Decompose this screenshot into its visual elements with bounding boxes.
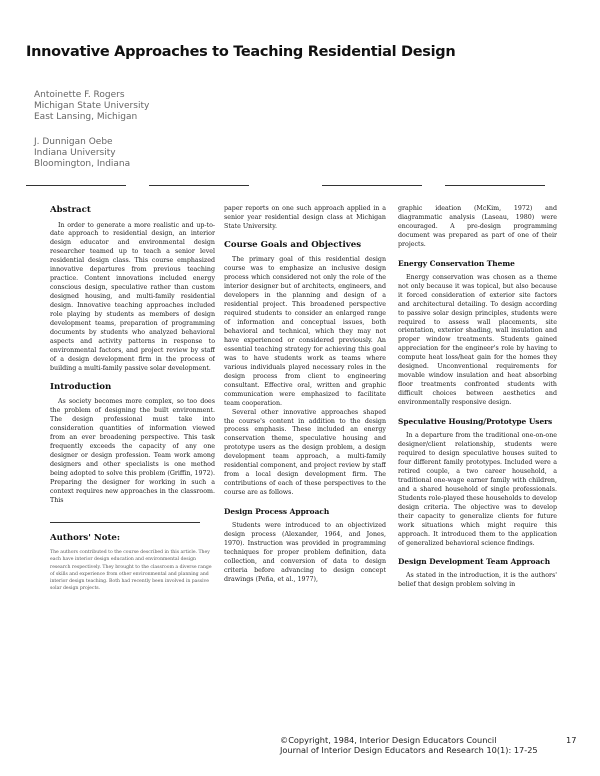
author-2-affiliation: Indiana University [34, 148, 116, 158]
col3-continued-text: graphic ideation (McKim, 1972) and diagrammatic analysis (Laseau, 1980) were encouraged. A pre-design programming document was prepared as part of one of their projects. [398, 205, 557, 248]
author-1-name: Antoinette F. Rogers [34, 90, 125, 100]
authors-note-rule [50, 522, 200, 523]
author-2-location: Bloomington, Indiana [34, 159, 131, 169]
article-title: Innovative Approaches to Teaching Residential Design [26, 44, 456, 60]
speculative-housing-paragraph: In a departure from the traditional one-on-one designer/client relationship, students were required to design speculative houses suited to four different family prototypes. Included were a retired couple, a two career household, a traditional one-wage earner family with children, and a shared household of single professionals. Students role-played these households to develop design criteria. The objective was to develop their capacity to generalize clients for future work situations which might require this approach. It introduced them to the application of generalized behavioral science findings. [398, 432, 557, 547]
header-rule-3 [322, 185, 422, 186]
course-goals-paragraph-1: The primary goal of this residential design course was to emphasize an inclusive design process which considered not only the role of the interior designer but of architects, engineers, and developers in the planning and design of a residential project. This broadened perspective required students to consider an enlarged range of information and conceptual issues, both behavioral and technical, which they may not have experienced or considered previously. An essential teaching strategy for achieving this goal was to have students work as teams where various individuals played necessary roles in the design process from client to engineering consultant. Effective oral, written and graphic communication were emphasized to facilitate team cooperation. [224, 256, 386, 407]
energy-conservation-heading: Energy Conservation Theme [398, 258, 515, 268]
journal-citation: Journal of Interior Design Educators and Research 10(1): 17-25 [280, 745, 538, 755]
introduction-heading: Introduction [50, 381, 112, 392]
speculative-housing-heading: Speculative Housing/Prototype Users [398, 417, 553, 427]
design-process-paragraph: Students were introduced to an objectivized design process (Alexander, 1964, and Jones, 1970). Instruction was provided in programming techniques for proper problem definition, data collection, and conversion of data to design criteria before advancing to design concept drawings (Peña, et al., 1977), [224, 522, 386, 583]
column-1 [50, 205, 215, 745]
author-1-location: East Lansing, Michigan [34, 112, 138, 122]
author-1-block [34, 90, 149, 123]
column-2 [224, 205, 386, 725]
authors-note-text: The authors contributed to the course described in this article. They each have interior design education and environmental design research respectively. They brought to the classroom a diverse range of skills and experience from other environmental and planning and interior design teaching. Both had recently been involved in passive solar design projects. [50, 550, 212, 592]
copyright-line: ©Copyright, 1984, Interior Design Educators Council [280, 735, 497, 745]
energy-conservation-paragraph: Energy conservation was chosen as a theme not only because it was topical, but also because it forced consideration of exterior site factors and architectural detailing. To design according to passive solar design principles, students were required to assess wall placements, site orientation, exterior shading, wall insulation and proper window treatments. Students gained appreciation for the engineer's role by having to compute heat loss/heat gain for the homes they designed. Unconventional requirements for movable window insulation and heat absorbing floor treatments confronted students with difficult choices between aesthetics and environmentally responsive design. [398, 273, 557, 407]
author-1-affiliation: Michigan State University [34, 101, 150, 111]
col2-continued-text: paper reports on one such approach applied in a senior year residential design class at Michigan State University. [224, 205, 386, 230]
introduction-text: As society becomes more complex, so too does the problem of designing the built environment. The design professional must take into consideration quantities of information viewed from an ever broadening perspective. This task frequently exceeds the capacity of any one designer or design profession. Team work among designers and other specialists is one method being adopted to solve this problem (Griffin, 1972). Preparing the designer for working in such a context requires new approaches in the classroom. This [50, 398, 215, 504]
abstract-text: In order to generate a more realistic and up-to-date approach to residential design, an interior design educator and environmental design researcher teamed up to teach a senior level residential design class. This course emphasized innovative departures from previous teaching practice. Content innovations included energy conscious design, speculative rather than custom designed housing, and multi-family residential design. Innovative teaching approaches included role playing by students as members of design development teams, preparation of programming documents by students who analyzed behavioral aspects and activity patterns in response to environmental factors, and project review by staff of a design development firm in the process of building a multi-family passive solar development. [50, 221, 215, 372]
design-process-heading: Design Process Approach [224, 507, 330, 517]
abstract-heading: Abstract [50, 205, 91, 215]
header-rule-2 [149, 185, 249, 186]
header-rule-4 [445, 185, 545, 186]
page-number: 17 [566, 735, 577, 745]
course-goals-paragraph-2: Several other innovative approaches shaped the course's content in addition to the design process emphasis. These included an energy conservation theme, speculative housing and prototype users as the design problem, a design development team approach, a multi-family residential component, and project review by staff from a local design development firm. The contributions of each of these perspectives to the course are as follows. [224, 408, 386, 497]
author-2-name: J. Dunnigan Oebe [34, 137, 113, 147]
authors-note-heading: Authors' Note: [50, 532, 121, 543]
course-goals-heading: Course Goals and Objectives [224, 239, 362, 250]
column-3 [398, 205, 557, 725]
design-team-heading: Design Development Team Approach [398, 557, 551, 567]
design-team-paragraph: As stated in the introduction, it is the authors' belief that design problem solving in [398, 572, 557, 589]
author-2-block [34, 137, 130, 170]
header-rule-1 [26, 185, 126, 186]
